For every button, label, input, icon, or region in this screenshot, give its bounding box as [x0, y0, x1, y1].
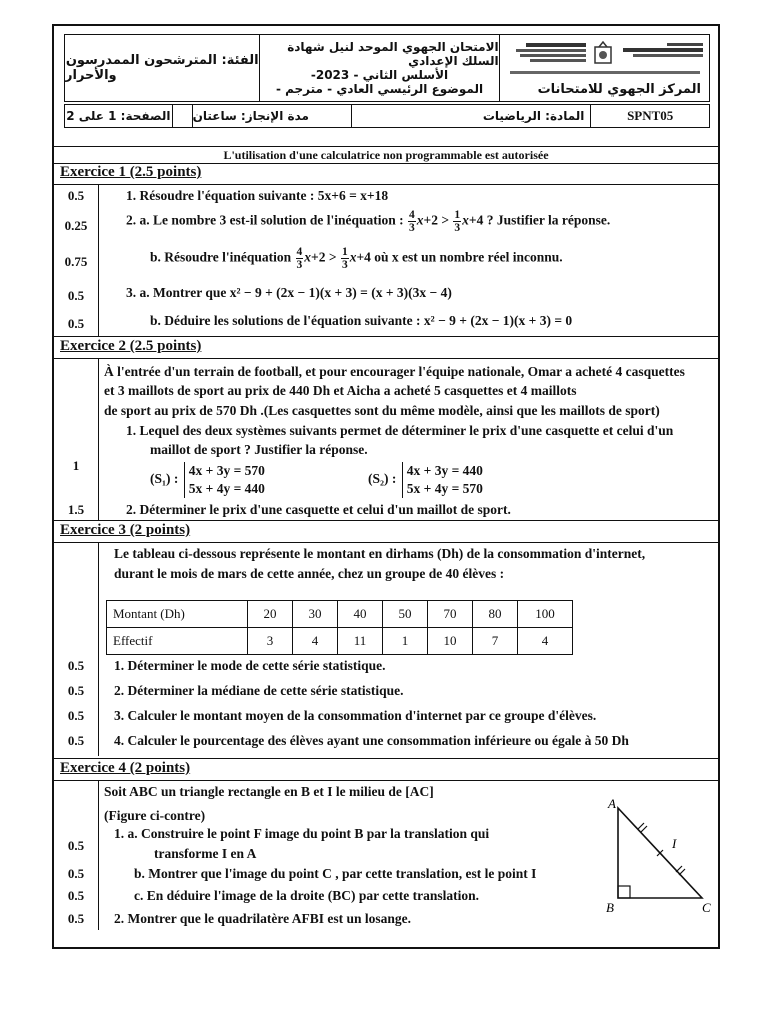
ex2-pts-2: 1.5 [67, 502, 85, 517]
ex3-pts-1: 0.5 [67, 658, 85, 673]
ex3-pts-4: 0.5 [67, 733, 85, 748]
calculator-notice: L'utilisation d'une calculatrice non programmable est autorisée [54, 146, 718, 164]
ex2-pts-1: 1 [72, 458, 80, 473]
ex2-q1-line1: 1. Lequel des deux systèmes suivants permet de déterminer le prix d'une casquette et celui d'un [126, 423, 674, 438]
ex4-pts-3: 0.5 [67, 888, 85, 903]
ex1-q3b: b. Déduire les solutions de l'équation suivante : x² − 9 + (2x − 1)(x + 3) = 0 [150, 313, 573, 328]
table-row-amount [107, 601, 573, 628]
category-line2: والأحرار [65, 68, 117, 83]
ex4-pts-1: 0.5 [67, 838, 85, 853]
table-cell: 40 [338, 601, 383, 628]
table-cell: 4 [518, 628, 573, 655]
ex3-title: Exercice 3 (2 points) [60, 522, 191, 538]
arabic-ministry-logo [613, 41, 703, 59]
table-cell: 100 [518, 601, 573, 628]
ex4-pts-4: 0.5 [67, 911, 85, 926]
ex2-system-s1: (S₁) : 4x + 3y = 570 5x + 4y = 440 [150, 463, 265, 496]
ex1-q2a: 2. a. Le nombre 3 est-il solution de l'inéquation : $\frac{4}{3}$ x+2 > $\frac{1}{3}$ x+4 ? Justifier la réponse. [126, 209, 611, 234]
ministry-cell [500, 35, 709, 101]
ex4-q1a-line2: transforme I en A [154, 846, 257, 861]
table-cell: 70 [428, 601, 473, 628]
table-cell: 20 [248, 601, 293, 628]
ex4-q2: 2. Montrer que le quadrilatère AFBI est un losange. [114, 911, 411, 926]
table-cell: 3 [248, 628, 293, 655]
ex3-q2: 2. Déterminer la médiane de cette série statistique. [114, 683, 404, 698]
ex3-pts-2: 0.5 [67, 683, 85, 698]
label-b: B [606, 900, 614, 915]
ex2-q2: 2. Déterminer le prix d'une casquette et celui d'un maillot de sport. [126, 502, 511, 517]
ex1-pts-2: 0.25 [64, 218, 88, 233]
label-a: A [608, 796, 616, 811]
ex1-q3a: 3. a. Montrer que x² − 9 + (2x − 1)(x + 3) = (x + 3)(3x − 4) [126, 285, 452, 300]
ex3-q3: 3. Calculer le montant moyen de la consommation d'internet par ce groupe d'élèves. [114, 708, 597, 723]
ex3-text1: Le tableau ci-dessous représente le montant en dirhams (Dh) de la consommation d'internet, [114, 546, 646, 561]
subject: المادة: الرياضيات [352, 105, 591, 127]
ex1-pts-5: 0.5 [67, 316, 85, 331]
table-cell: 4 [293, 628, 338, 655]
ex3-text2: durant le mois de mars de cette année, chez un groupe de 40 élèves : [114, 566, 505, 581]
ex4-text1: Soit ABC un triangle rectangle en B et I le milieu de [AC] [104, 784, 434, 799]
label-c: C [702, 900, 711, 915]
ex3-pts-3: 0.5 [67, 708, 85, 723]
exam-title-line3: الموضوع الرئيسي العادي - مترجم - [275, 82, 484, 96]
exam-header [64, 34, 710, 102]
ex2-q1-line2: maillot de sport ? Justifier la réponse. [150, 442, 368, 457]
ex4-pts-2: 0.5 [67, 866, 85, 881]
ex1-q2b: b. Résoudre l'inéquation $\frac{4}{3}$ x+2 > $\frac{1}{3}$ x+4 où x est un nombre réel inconnu. [150, 246, 563, 271]
ex3-q1: 1. Déterminer le mode de cette série statistique. [114, 658, 386, 673]
latin-ministry-logo [506, 41, 586, 64]
ex2-system-s2: (S₂) : 4x + 3y = 440 5x + 4y = 570 [368, 463, 483, 496]
academy-line [510, 71, 700, 74]
table-cell: 7 [473, 628, 518, 655]
table-cell: 10 [428, 628, 473, 655]
exam-title-line1: الامتحان الجهوي الموحد لنيل شهادة السلك الإعدادي [287, 40, 499, 68]
right-angle-mark [618, 886, 630, 898]
statistics-table [106, 600, 573, 655]
table-header-amount: Montant (Dh) [107, 601, 248, 628]
ex1-pts-1: 0.5 [67, 188, 85, 203]
duration: مدة الإنجاز: ساعتان [193, 105, 353, 127]
label-i: I [672, 836, 677, 851]
ex1-title: Exercice 1 (2.5 points) [60, 164, 202, 180]
exam-subheader [64, 104, 710, 128]
ex2-title: Exercice 2 (2.5 points) [60, 338, 202, 354]
table-cell: 11 [338, 628, 383, 655]
exam-title-cell [260, 35, 499, 101]
ex1-pts-3: 0.75 [64, 254, 88, 269]
ex4-q1b: b. Montrer que l'image du point C , par cette translation, est le point I [134, 866, 537, 881]
exam-code: SPNT05 [627, 108, 674, 123]
ex3-q4: 4. Calculer le pourcentage des élèves ayant une consommation inférieure ou égale à 50 Dh [114, 733, 629, 748]
coat-of-arms-icon [592, 41, 614, 67]
table-header-count: Effectif [107, 628, 248, 655]
ex4-q1a-line1: 1. a. Construire le point F image du point B par la translation qui [114, 826, 490, 841]
ex2-text3: de sport au prix de 570 Dh .(Les casquettes sont du même modèle, ainsi que les maillots de sport) [104, 403, 660, 418]
ex4-title: Exercice 4 (2 points) [60, 760, 191, 776]
category-cell [65, 35, 260, 101]
page-indicator: الصفحة: 1 على 2 [65, 105, 173, 127]
ex2-text2: et 3 maillots de sport au prix de 440 Dh et Aicha a acheté 5 casquettes et 4 maillots [104, 383, 577, 398]
exam-title-line2: الأسلس الثاني - 2023- [310, 68, 449, 82]
ex4-q1c: c. En déduire l'image de la droite (BC) par cette translation. [134, 888, 479, 903]
table-row-count [107, 628, 573, 655]
ex1-pts-4: 0.5 [67, 288, 85, 303]
triangle-figure [594, 796, 714, 916]
exam-page [52, 24, 720, 949]
table-cell: 80 [473, 601, 518, 628]
ex4-text2: (Figure ci-contre) [104, 808, 206, 823]
center-name: المركز الجهوي للامتحانات [537, 82, 701, 97]
category-line1: الفئة: المترشحون الممدرسون [65, 53, 259, 68]
table-cell: 30 [293, 601, 338, 628]
ex1-q1: 1. Résoudre l'équation suivante : 5x+6 = x+18 [126, 188, 389, 203]
table-cell: 1 [383, 628, 428, 655]
table-cell: 50 [383, 601, 428, 628]
ex2-text1: À l'entrée d'un terrain de football, et pour encourager l'équipe nationale, Omar a acheté 4 casquettes [104, 364, 685, 379]
